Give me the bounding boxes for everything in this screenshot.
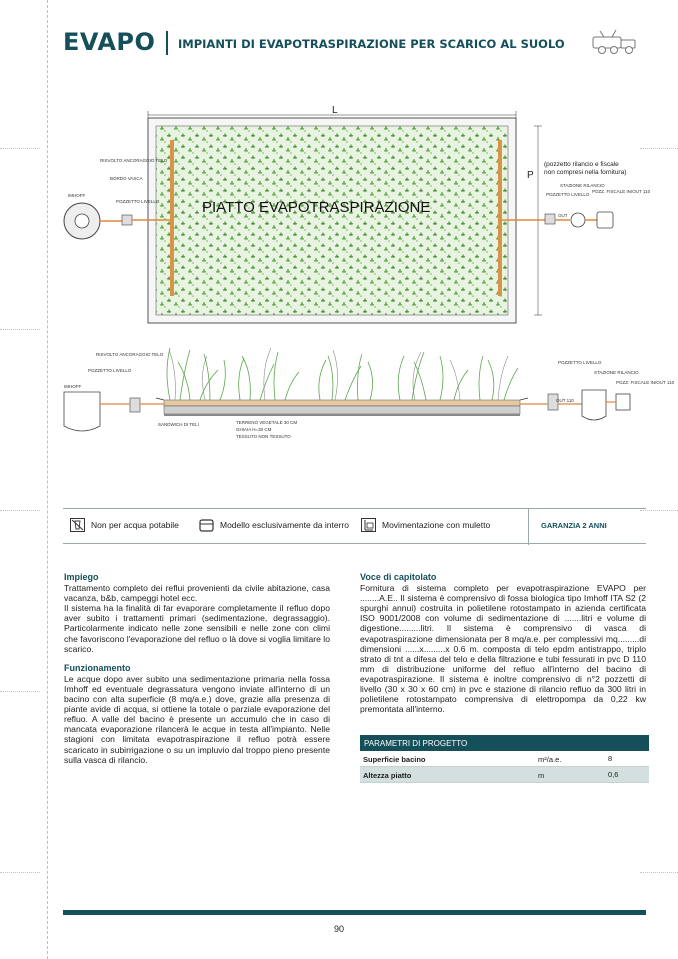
page-header <box>63 28 643 58</box>
plan-pozzetto-in-label: POZZETTO LIVELLO <box>116 199 160 204</box>
section-pozzetto-out-label: POZZETTO LIVELLO <box>558 360 602 365</box>
left-column <box>64 572 330 765</box>
plan-note-1: (pozzetto rilancio e fiscale <box>544 161 619 168</box>
param-value: 8 <box>608 754 613 763</box>
feature-forklift-label: Movimentazione con muletto <box>382 520 491 530</box>
impiego-paragraph-2: Il sistema ha la finalità di far evaporare completamente il refluo dopo aver subito i trattamenti primari (sedimentazione, degrassaggio). Particolarmente indicato nelle zone sensibili e nelle zone con climi che favoriscono l'evaporazione del refluo o là dove si voglia limitare lo scarico. <box>64 603 330 654</box>
margin-rule <box>47 0 48 959</box>
features-bar <box>63 508 646 544</box>
section-tessuto-label: TESSUTO NON TESSUTO <box>236 434 291 439</box>
right-column <box>360 572 646 714</box>
no-drink-icon <box>70 518 85 532</box>
funzionamento-paragraph: Le acque dopo aver subito una sedimentazione primaria nella fossa Imhoff ed eventuale degrassatura vengono inviate all'interno di un bacino con alta superficie (8 mq/a.e.) dove, grazie alla presenza di piante avide di acqua, si ottiene la totale o parziale evaporazione del refluo. A valle del bacino è presente un accumulo che in caso di mancata evaporazione rilancerà le acque in testa all'impianto. Nelle stagioni con limitata evapotraspirazione il refluo potrà essere scaricato in subirrigazione o su un impluvio dal troppo pieno presente sulla vasca di rilancio. <box>64 673 330 765</box>
margin-tick <box>0 329 40 330</box>
truck-logo-icon <box>590 28 642 58</box>
basin-label: PIATTO EVAPOTRASPIRAZIONE <box>202 199 431 216</box>
params-title: PARAMETRI DI PROGETTO <box>360 735 649 751</box>
capitolato-paragraph: Fornitura di sistema completo per evapotraspirazione EVAPO per ........A.E.. Il sistema è comprensivo di fossa biologica tipo Imhoff ITA S2 (2 spurghi annui) costruita in polietilene rotostampato in azienda certificata ISO 9001/2008 con volume di sedimentazione di .......litri e volume di digestione.........litri. Il sistema è comprensivo di vasca di evapotraspirazione dimensionata per 8 mq/a.e. per complessivi mq.........di dimensioni ......x.........x 0.6 m. composta di telo epdm antistrappo, triplo strato di tnt a difesa del telo e della filtrazione e tubi fessurati in pvc D 110 mm di distribuzione uniforme del refluo all'interno del bacino di evapotraspirazione. Il sistema è inoltre comprensivo di n°2 pozzetti di livello (30 x 30 x 60 cm) in pvc e stazione di rilancio refluo da 300 litri in polietilene rotostampato comprensiva di elettropompa da 0,22 kw premontata all'interno. <box>360 583 646 715</box>
section-pozzetto-in-label: POZZETTO LIVELLO <box>88 368 132 373</box>
footer-bar <box>63 910 646 915</box>
impiego-heading: Impiego <box>64 572 99 582</box>
header-separator <box>166 31 168 55</box>
page-subtitle: IMPIANTI DI EVAPOTRASPIRAZIONE PER SCARICO AL SUOLO <box>178 37 565 51</box>
table-row <box>360 767 649 783</box>
params-table <box>360 735 649 783</box>
plan-note-2: non compresi nella fornitura) <box>544 169 627 176</box>
section-out-label: OUT 110 <box>556 398 574 403</box>
underground-tank-icon <box>199 518 214 532</box>
feature-underground-label: Modello esclusivamente da interro <box>220 520 349 530</box>
section-fiscale-label: POZZ. FISCALE IN/OUT 110 <box>616 380 675 385</box>
param-value: 0,6 <box>608 770 619 779</box>
param-unit: m <box>538 771 545 780</box>
margin-tick <box>0 148 40 149</box>
margin-tick <box>0 510 40 511</box>
features-divider <box>528 509 529 545</box>
param-unit: m²/a.e. <box>538 755 562 764</box>
section-terreno-label: TERRENO VEGETALE 30 CM <box>236 420 298 425</box>
plan-stazione-label: STAZIONE RILANCIO <box>560 183 605 188</box>
margin-tick <box>0 691 40 692</box>
dim-length-label: L <box>332 105 338 116</box>
section-sandwich-label: SANDWICH DI TELI <box>158 422 199 427</box>
plan-pozzetto-out-label: POZZETTO LIVELLO <box>546 192 590 197</box>
dim-width-label: P <box>527 170 534 181</box>
feature-not-potable-label: Non per acqua potabile <box>91 520 179 530</box>
impiego-paragraph-1: Trattamento completo dei reflui provenienti da civile abitazione, casa vacanza, b&b, campeggi hotel ecc. <box>64 583 330 604</box>
margin-tick <box>0 872 40 873</box>
param-name: Altezza piatto <box>363 771 412 780</box>
plan-risvolto-label: RISVOLTO ANCORAGGIO TELO <box>100 158 168 163</box>
guarantee-badge: GARANZIA 2 ANNI <box>541 521 607 530</box>
plan-bordo-label: BORDO VASCA <box>110 176 143 181</box>
page-number: 90 <box>333 924 344 934</box>
plan-out-label: OUT <box>558 213 568 218</box>
plan-fiscale-label: POZZ. FISCALE IN/OUT 110 <box>592 189 651 194</box>
plan-drawing <box>60 100 650 340</box>
param-name: Superficie bacino <box>363 755 426 764</box>
section-drawing <box>60 338 675 448</box>
funzionamento-heading: Funzionamento <box>64 662 131 673</box>
plan-imhoff-label: IMHOFF <box>68 193 86 198</box>
section-imhoff-label: IMHOFF <box>64 384 82 389</box>
section-risvolto-label: RISVOLTO ANCORAGGIO TELO <box>96 352 164 357</box>
capitolato-heading: Voce di capitolato <box>360 572 437 582</box>
forklift-icon <box>361 518 376 532</box>
section-stazione-label: STAZIONE RILANCIO <box>594 370 639 375</box>
margin-tick <box>640 872 678 873</box>
brand-title: EVAPO <box>63 28 156 56</box>
table-row <box>360 751 649 767</box>
section-ghiaia-label: GHIAIA H=30 CM <box>236 427 272 432</box>
